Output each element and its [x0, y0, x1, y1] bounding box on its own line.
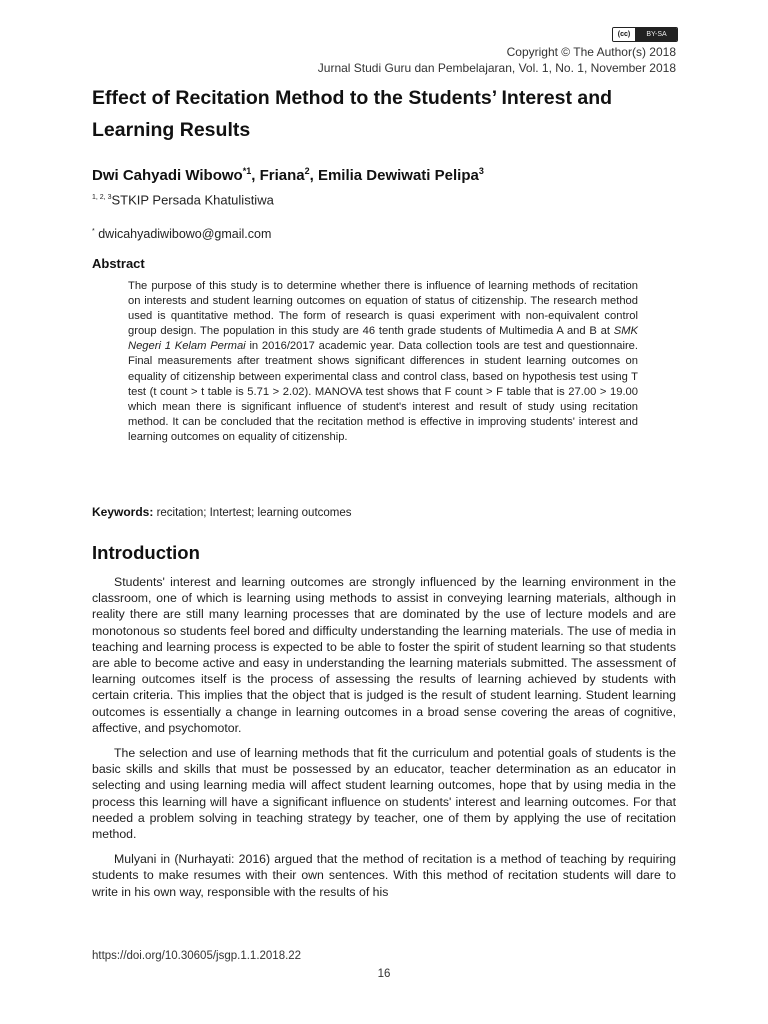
keywords-label: Keywords: [92, 505, 154, 519]
keywords [92, 505, 352, 519]
intro-paragraph: Mulyani in (Nurhayati: 2016) argued that the method of recitation is a method of teaching by requiring students to make resumes with their own sentences. With this method of recitation students will dare to write in his own way, responsible with the results of his [92, 852, 676, 899]
affiliation [92, 189, 274, 209]
abstract-heading: Abstract [92, 256, 145, 271]
copyright-line: Copyright © The Author(s) 2018 [506, 45, 676, 59]
author-list [92, 161, 692, 186]
keywords-text: recitation; Intertest; learning outcomes [156, 507, 352, 519]
doi-link[interactable]: https://doi.org/10.30605/jsgp.1.1.2018.22 [92, 950, 302, 962]
affiliation-sup: 1, 2, 3 [92, 194, 112, 201]
page-number: 16 [377, 968, 391, 980]
email-address: dwicahyadiwibowo@gmail.com [98, 227, 272, 242]
author-name: Emilia Dewiwati Pelipa [317, 167, 479, 184]
journal-header [318, 44, 676, 76]
email-sup: * [92, 228, 95, 235]
author-sup: 2 [304, 166, 310, 176]
school-name: SMK Negeri 1 Kelam Permai [128, 325, 638, 353]
author-sup: 3 [478, 166, 484, 176]
by-sa-label: BY-SA [636, 28, 677, 41]
cc-license-badge [612, 27, 678, 42]
abstract-text-2: in 2016/2017 academic year. Data collection tools are test and questionnaire. Final measurements after treatment shows significant differences in student learning outcomes on equality of citizenship between experimental class and control class, based on hypothesis test using T test (t count > t table is 5.71 > 2.02). MANOVA test shows that F count > F table that is 27.00 > 19.00 which mean there is significant influence of student's interest and result of study using recitation method. It can be concluded that the recitation method is effective in improving students' interest and learning outcomes on equality of citizenship. [128, 340, 639, 443]
author-sep: , [309, 167, 318, 184]
introduction-body [92, 574, 676, 909]
cc-icon: (cc) [613, 28, 636, 41]
journal-line: Jurnal Studi Guru dan Pembelajaran, Vol. 1, No. 1, November 2018 [317, 61, 676, 75]
author-name: Friana [259, 167, 305, 184]
paper-title: Effect of Recitation Method to the Students’ Interest and Learning Results [92, 87, 613, 141]
intro-paragraph: The selection and use of learning methods that fit the curriculum and potential goals of students is the basic skills and skills that must be possessed by an educator, teacher determination as an educator in selecting and using learning media will affect student learning outcomes, hope that by using media in the process this learning will have a significant influence on students' interest and learning outcomes. For that needed a problem solving in teaching strategy by teacher, one of them by applying the use of recitation method. [92, 746, 676, 842]
affiliation-text: STKIP Persada Khatulistiwa [111, 192, 274, 208]
corresponding-email [92, 223, 271, 243]
author-sep: , [251, 167, 260, 184]
abstract-text-1: The purpose of this study is to determine whether there is influence of learning methods of recitation on interests and student learning outcomes on equation of status of citizenship. The research method used is quantitative method. The form of research is quasi experiment with non-equivalent control group design. The population in this study are 46 tenth grade students of Multimedia A and B at [128, 280, 638, 338]
intro-paragraph: Students' interest and learning outcomes are strongly influenced by the learning environment in the classroom, one of which is learning using methods to assist in conveying learning materials, although in reality there are still many learning processes that are dominated by the use of lecture models and are monotonous so students feel bored and difficulty understanding the learning materials. The use of media in teaching and learning process is expected to be able to foster the spirit of student learning so that students are able to become active and easy in understanding the learning materials submitted. The assessment of learning outcomes itself is the process of assessing the results of learning achieved by students with certain criteria. This implies that the object that is judged is the result of student learning. Student learning outcomes is essentially a change in learning outcomes in a broad sense covering the areas of cognitive, affective, and psychomotor. [92, 575, 676, 735]
author-sup: *1 [242, 166, 252, 176]
author-name: Dwi Cahyadi Wibowo [92, 167, 243, 184]
introduction-heading: Introduction [92, 542, 200, 563]
abstract-body [128, 279, 638, 445]
